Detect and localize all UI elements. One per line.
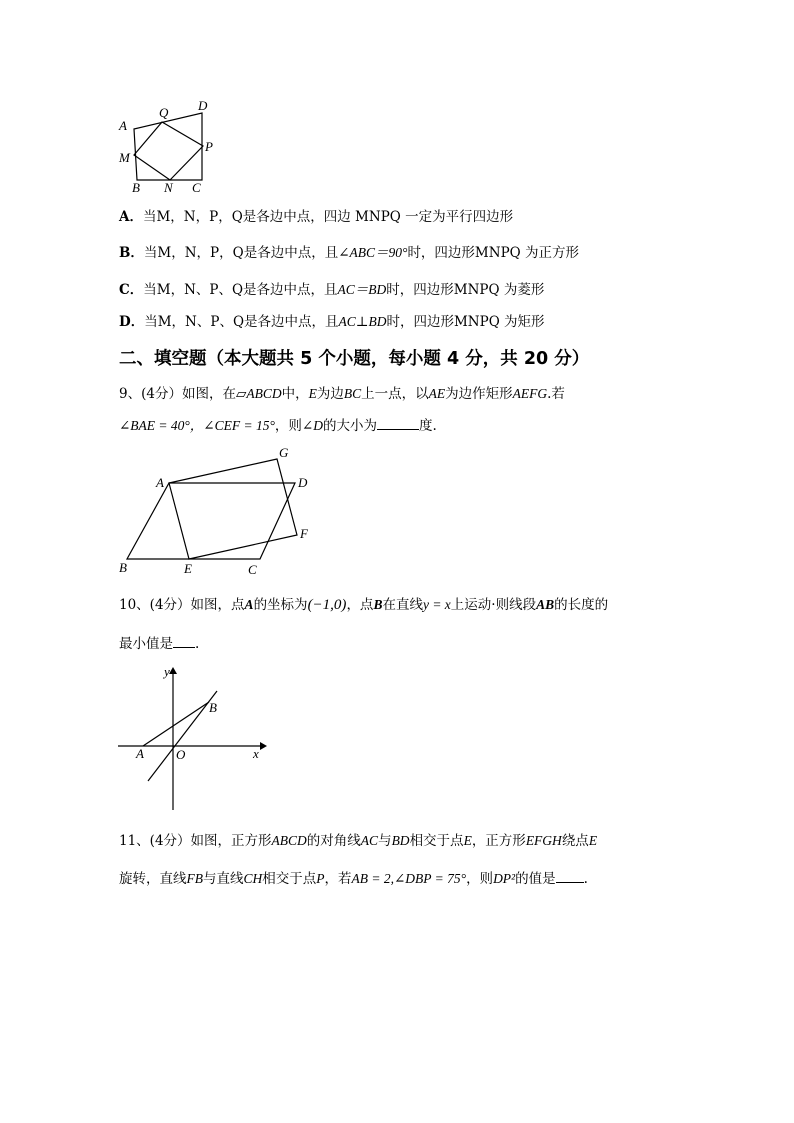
label-b: B: [132, 180, 140, 195]
parallelogram-abcd: [127, 483, 295, 559]
answer-blank: [556, 869, 584, 883]
quad-abcd: [134, 113, 202, 180]
label-a: A: [119, 118, 127, 133]
y-axis-arrow: [169, 667, 177, 674]
label-g: G: [279, 445, 289, 460]
quad-mnpq: [134, 122, 203, 180]
label-b: B: [209, 700, 217, 715]
label-q: Q: [159, 105, 169, 120]
option-d: D．当M，N、P、Q是各边中点，且AC⊥BD时，四边形MNPQ 为矩形: [119, 314, 545, 330]
option-c: C．当M，N、P、Q是各边中点，且AC＝BD时，四边形MNPQ 为菱形: [119, 282, 545, 298]
parallelogram-figure: [114, 442, 324, 582]
coordinate-figure: [114, 660, 274, 815]
answer-blank: [173, 634, 195, 648]
label-a: A: [156, 475, 164, 490]
q11-line1: 11、(4分）如图，正方形ABCD的对角线AC与BD相交于点E，正方形EFGH绕点E: [119, 833, 598, 849]
label-b: B: [119, 560, 127, 575]
label-f: F: [300, 526, 308, 541]
q10-line1: 10、(4分）如图，点A的坐标为(−1,0)，点B在直线y = x上运动·则线段AB的长度的: [119, 597, 609, 613]
quadrilateral-figure: [112, 96, 222, 196]
rectangle-aefg: [169, 459, 297, 559]
label-e: E: [184, 561, 192, 576]
label-d: D: [198, 98, 208, 113]
label-c: C: [192, 180, 201, 195]
option-b: B．当M，N，P，Q是各边中点，且∠ABC＝90°时，四边形MNPQ 为正方形: [119, 245, 580, 261]
label-a: A: [136, 746, 144, 761]
label-p: P: [205, 139, 213, 154]
label-d: D: [298, 475, 308, 490]
q10-line2: 最小值是 .: [119, 636, 200, 652]
section-heading: 二、填空题（本大题共 5 个小题，每小题 4 分，共 20 分）: [119, 349, 590, 369]
label-m: M: [119, 150, 130, 165]
label-o: O: [176, 747, 186, 762]
q11-line2: 旋转，直线FB与直线CH相交于点P，若AB = 2,∠DBP = 75°，则DP²的值是 .: [119, 871, 588, 887]
x-axis-arrow: [260, 742, 267, 750]
q9-line2: ∠BAE = 40°，∠CEF = 15°，则∠D的大小为 度.: [119, 418, 437, 434]
answer-blank: [377, 416, 419, 430]
option-a: A．当M，N，P，Q是各边中点，四边 MNPQ 一定为平行四边形: [119, 209, 514, 225]
label-c: C: [248, 562, 257, 577]
label-x: x: [253, 746, 259, 761]
label-n: N: [164, 180, 173, 195]
segment-ab: [143, 702, 209, 746]
q9-line1: 9、(4分）如图，在▱ABCD中，E为边BC上一点，以AE为边作矩形AEFG.若: [119, 386, 565, 402]
label-y: y: [164, 664, 170, 679]
